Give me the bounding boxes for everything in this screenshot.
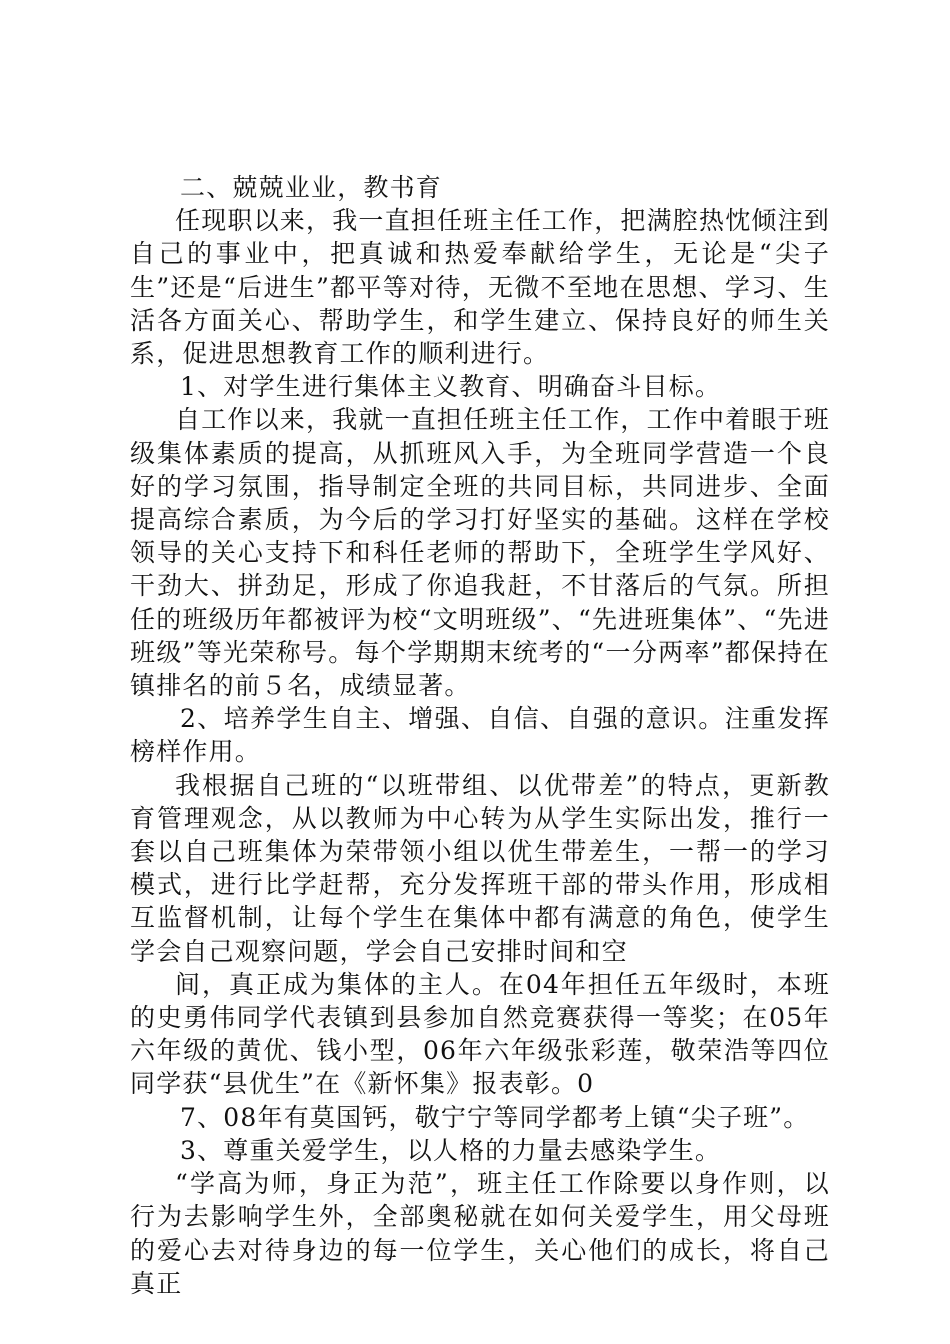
paragraph-2-note: 7、08年有莫国钙，敬宁宁等同学都考上镇“尖子班”。 [180, 1102, 810, 1132]
subheading-3: 3、尊重关爱学生，以人格的力量去感染学生。 [180, 1135, 722, 1165]
paragraph-2-continued: 间，真正成为集体的主人。在04年担任五年级时，本班的史勇伟同学代表镇到县参加自然竞赛获得一等奖；在05年六年级的黄优、钱小型，06年六年级张彩莲，敬荣浩等四位同学获“县优生”在《新怀集》报表彰。0 [130, 969, 830, 1099]
paragraph-2: 我根据自己班的“以班带组、以优带差”的特点，更新教育管理观念，从以教师为中心转为从学生实际出发，推行一套以自己班集体为荣带领小组以优生带差生，一帮一的学习模式，进行比学赶帮，充分发挥班干部的带头作用，形成相互监督机制，让每个学生在集体中都有满意的角色，使学生学会自己观察问题，学会自己安排时间和空 [130, 770, 830, 966]
paragraph-1: 自工作以来，我就一直担任班主任工作，工作中着眼于班级集体素质的提高，从抓班风入手，为全班同学营造一个良好的学习氛围，指导制定全班的共同目标，共同进步、全面提高综合素质，为今后的学习打好坚实的基础。这样在学校领导的关心支持下和科任老师的帮助下，全班学生学风好、干劲大、拼劲足，形成了你追我赶，不甘落后的气氛。所担任的班级历年都被评为校“文明班级”、“先进班集体”、“先进班级”等光荣称号。每个学期期末统考的“一分两率”都保持在镇排名的前５名，成绩显著。 [130, 405, 831, 701]
paragraph-3: “学高为师，身正为范”，班主任工作除要以身作则，以行为去影响学生外，全部奥秘就在如何关爱学生，用父母班的爱心去对待身边的每一位学生，关心他们的成长，将自己真正 [130, 1169, 830, 1298]
paragraph-intro: 任现职以来，我一直担任班主任工作，把满腔热忱倾注到自己的事业中，把真诚和热爱奉献给学生，无论是“尖子生”还是“后进生”都平等对待，无微不至地在思想、学习、生活各方面关心、帮助学生，和学生建立、保持良好的师生关系，促进思想教育工作的顺利进行。 [130, 206, 831, 369]
document-body [130, 171, 830, 1300]
section-heading: 二、兢兢业业，教书育 [180, 173, 443, 202]
subheading-2: 2、培养学生自主、增强、自信、自强的意识。注重发挥榜样作用。 [130, 704, 830, 767]
subheading-1: 1、对学生进行集体主义教育、明确奋斗目标。 [180, 372, 722, 402]
